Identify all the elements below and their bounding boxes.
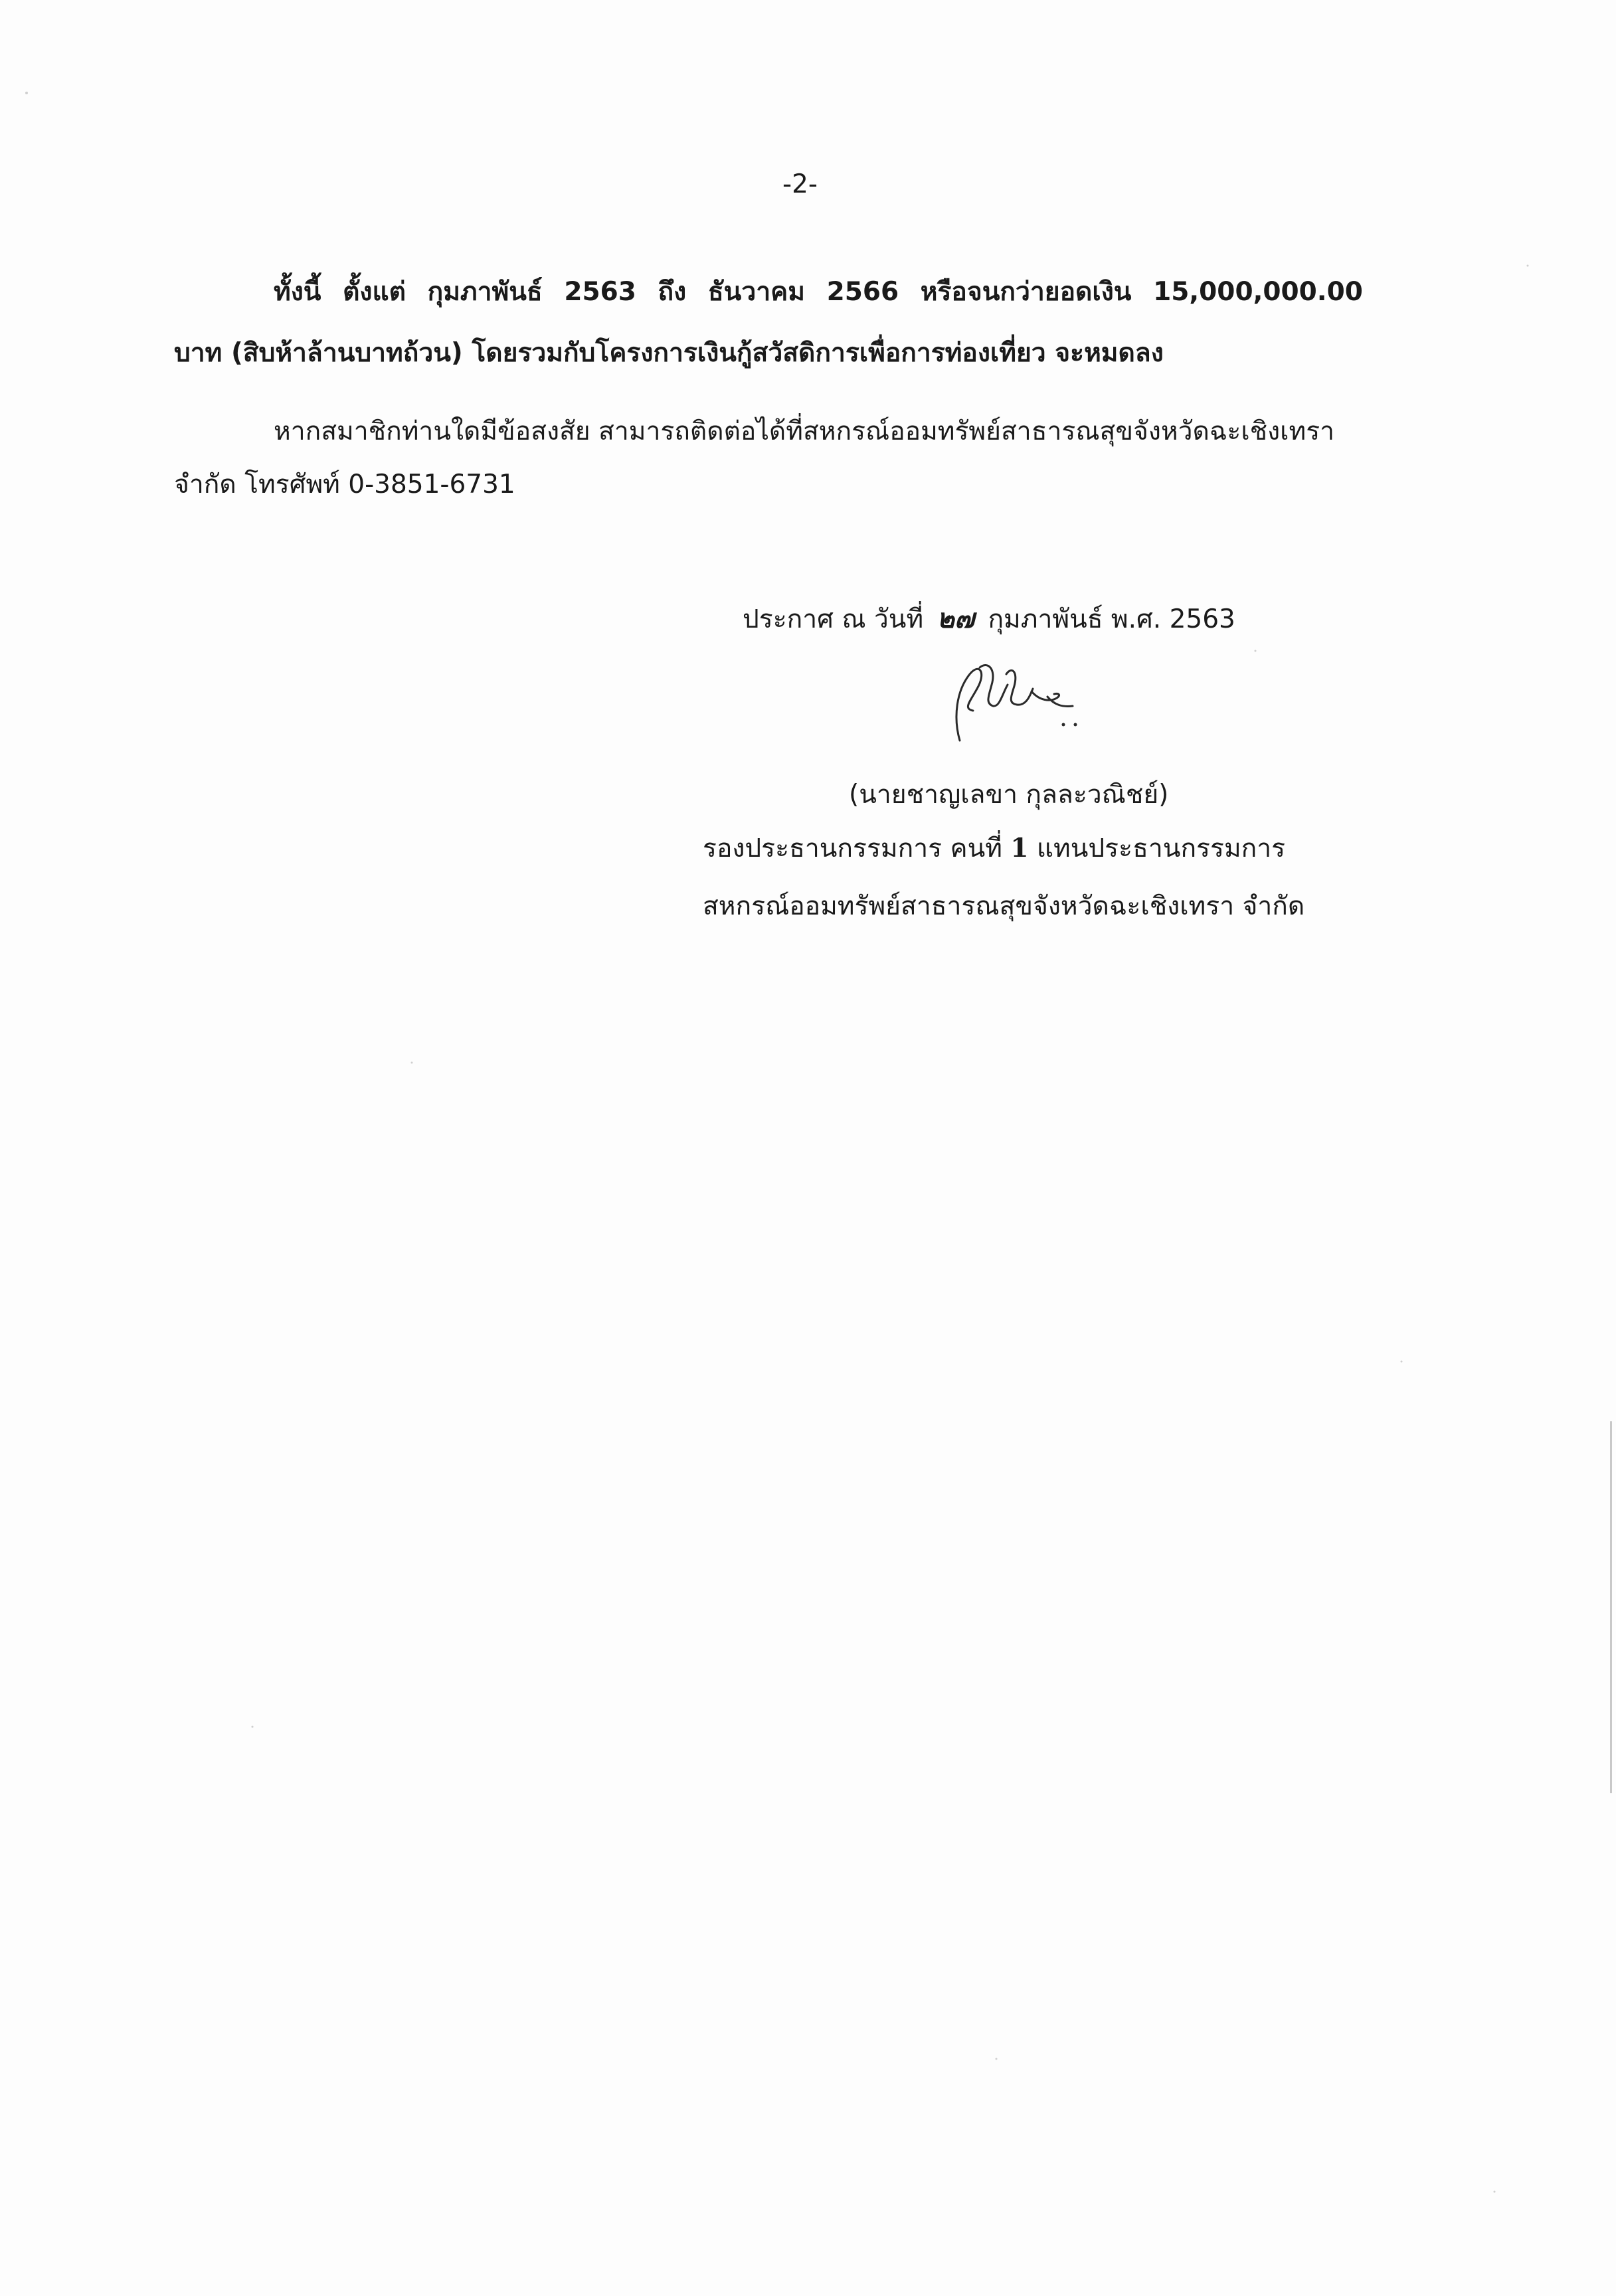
p1-word: ธันวาคม: [707, 277, 805, 307]
p1-word: ถึง: [658, 277, 687, 307]
announcement-date: [743, 603, 1235, 634]
paragraph-1-line-1: [274, 279, 1363, 305]
signer-organization: สหกรณ์ออมทรัพย์สาธารณสุขจังหวัดฉะเชิงเทรา จำกัด: [703, 891, 1305, 921]
announcement-prefix: ประกาศ ณ วันที่: [743, 604, 924, 634]
signer-name: (นายชาญเลขา กุลละวณิชย์): [849, 780, 1169, 810]
signer-position: [703, 833, 1286, 863]
page-number: -2-: [782, 169, 818, 199]
handwritten-day: ๒๗: [937, 603, 975, 634]
paragraph-1-line-2: บาท (สิบห้าล้านบาทถ้วน) โดยรวมกับโครงการเงินกู้สวัสดิการเพื่อการท่องเที่ยว จะหมดลง: [174, 338, 1164, 368]
p1-word: หรือจนกว่ายอดเงิน: [920, 277, 1132, 307]
p1-word: ทั้งนี้: [274, 277, 321, 307]
scan-edge-shadow: [1610, 1421, 1612, 1793]
position-suffix: แทนประธานกรรมการ: [1036, 834, 1286, 863]
paragraph-2-line-2: จำกัด โทรศัพท์ 0-3851-6731: [174, 470, 515, 499]
position-prefix: รองประธานกรรมการ คนที่: [703, 834, 1002, 863]
announcement-suffix: กุมภาพันธ์ พ.ศ. 2563: [988, 604, 1235, 634]
position-number: 1: [1010, 833, 1029, 863]
paragraph-2-line-1: หากสมาชิกท่านใดมีข้อสงสัย สามารถติดต่อได้ที่สหกรณ์ออมทรัพย์สาธารณสุขจังหวัดฉะเชิงเทรา: [274, 416, 1335, 446]
p1-word: 2563: [564, 277, 636, 307]
p1-word: 2566: [826, 277, 899, 307]
p1-word: กุมภาพันธ์: [427, 277, 543, 307]
p1-word: 15,000,000.00: [1153, 277, 1363, 307]
handwritten-signature: [933, 654, 1093, 754]
p1-word: ตั้งแต่: [343, 277, 406, 307]
